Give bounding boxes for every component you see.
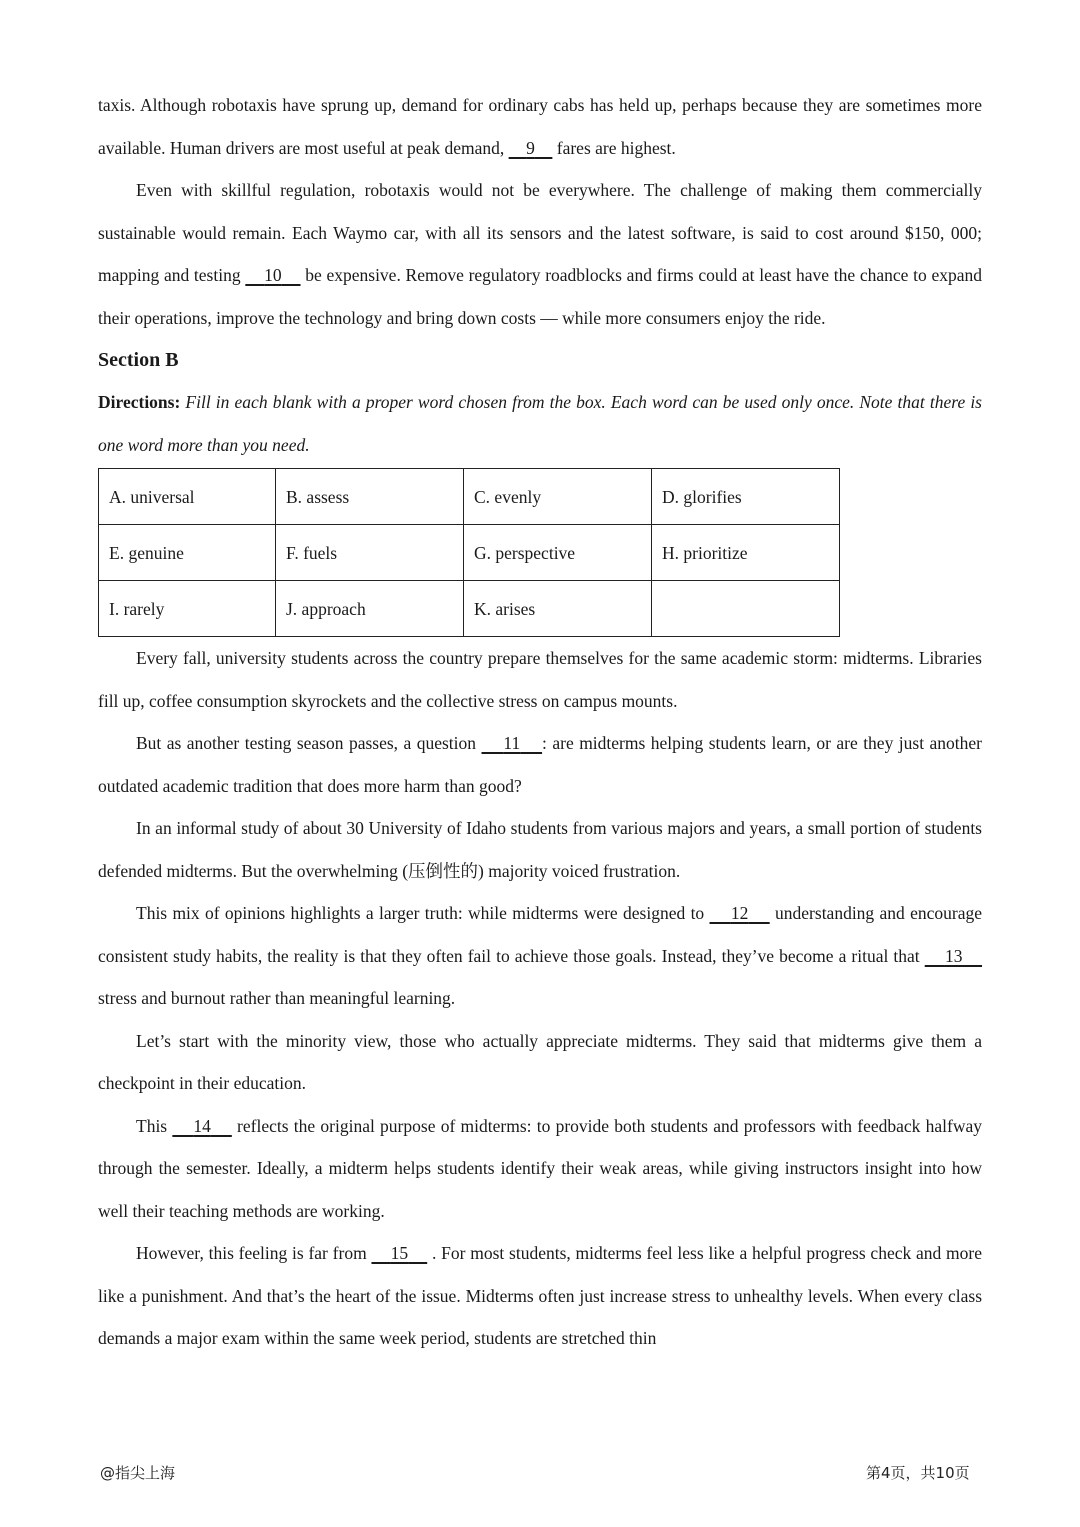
blank-11: 11 bbox=[503, 733, 521, 753]
paragraph-text: reflects the original purpose of midterms: to provide both students and professors with feedback halfway through the semester. Ideally, a midterm helps students identify their weak areas, while giving instructors insight into how well their teaching methods are working. bbox=[98, 1115, 983, 1221]
word-option: G. perspective bbox=[464, 525, 652, 581]
paragraph-text: . For most students, midterms feel less like a helpful progress check and more like a punishment. And that’s the heart of the issue. Midterms often just increase stress to unhealthy levels. When every class demands a major exam within the same week period, students are stretched thin bbox=[98, 1243, 983, 1348]
word-box-row bbox=[99, 581, 840, 637]
word-option: D. glorifies bbox=[652, 469, 840, 525]
paragraph-text: But as another testing season passes, a question bbox=[136, 733, 482, 753]
word-option: K. arises bbox=[464, 581, 652, 637]
paragraph-text: : are midterms helping students learn, or are they just another outdated academic tradition that does more harm than good? bbox=[98, 733, 983, 796]
paragraph-text: However, this feeling is far from bbox=[136, 1243, 372, 1263]
blank-13: 13 bbox=[944, 945, 963, 966]
directions bbox=[98, 381, 982, 466]
word-option: H. prioritize bbox=[652, 525, 840, 581]
word-option: E. genuine bbox=[99, 525, 276, 581]
word-option-empty bbox=[652, 581, 840, 637]
paragraph-text: This mix of opinions highlights a larger truth: while midterms were designed to bbox=[136, 903, 710, 923]
passage-a-paragraph-1 bbox=[98, 84, 982, 169]
paragraph-text: understanding and encourage consistent study habits, the reality is that they often fail to achieve those goals. Instead, they’ve become a ritual that bbox=[98, 903, 983, 966]
footer-source: @指尖上海 bbox=[100, 1464, 176, 1482]
blank-14: 14 bbox=[193, 1115, 211, 1136]
paragraph-text: taxis. Although robotaxis have sprung up, demand for ordinary cabs has held up, perhaps because they are sometimes more available. Human drivers are most useful at peak demand, bbox=[98, 95, 982, 158]
directions-text: Fill in each blank with a proper word chosen from the box. Each word can be used only once. Note that there is one word more than you need. bbox=[98, 392, 982, 455]
passage-b-paragraph-2 bbox=[98, 722, 982, 807]
paragraph-text: This bbox=[136, 1115, 173, 1136]
paragraph-text: Even with skillful regulation, robotaxis would not be everywhere. The challenge of making them commercially sustainable would remain. Each Waymo car, with all its sensors and the latest software, is said to cost around $150, 000; mapping and testing bbox=[98, 180, 982, 285]
passage-b-paragraph-5: Let’s start with the minority view, those who actually appreciate midterms. They said that midterms give them a checkpoint in their education. bbox=[98, 1030, 982, 1093]
passage-b-paragraph-6 bbox=[98, 1105, 982, 1233]
directions-label: Directions: bbox=[98, 392, 181, 412]
passage-b-paragraph-3: In an informal study of about 30 University of Idaho students from various majors and years, a small portion of students defended midterms. But the overwhelming (压倒性的) majority voiced frustration. bbox=[98, 818, 982, 881]
passage-b-paragraph-1: Every fall, university students across the country prepare themselves for the same academic storm: midterms. Libraries fill up, coffee consumption skyrockets and the collective stress on campus mounts. bbox=[98, 648, 982, 711]
blank-10: 10 bbox=[264, 265, 282, 285]
blank-15: 15 bbox=[390, 1243, 409, 1263]
passage-b-paragraph-4 bbox=[98, 892, 982, 1020]
page-content bbox=[98, 84, 982, 1360]
word-option: A. universal bbox=[99, 469, 276, 525]
section-b-heading: Section B bbox=[98, 349, 179, 371]
word-option: F. fuels bbox=[276, 525, 464, 581]
blank-9: 9 bbox=[526, 137, 535, 158]
word-box bbox=[98, 468, 840, 637]
word-option: I. rarely bbox=[99, 581, 276, 637]
word-option: C. evenly bbox=[464, 469, 652, 525]
word-option: J. approach bbox=[276, 581, 464, 637]
passage-b-paragraph-7 bbox=[98, 1232, 982, 1360]
paragraph-text: stress and burnout rather than meaningful learning. bbox=[98, 988, 456, 1008]
paragraph-text: be expensive. Remove regulatory roadblocks and firms could at least have the chance to expand their operations, improve the technology and bring down costs — while more consumers enjoy the ride. bbox=[98, 265, 983, 328]
paragraph-text: fares are highest. bbox=[552, 137, 676, 158]
passage-a-paragraph-2 bbox=[98, 169, 982, 339]
blank-12: 12 bbox=[730, 903, 749, 923]
word-option: B. assess bbox=[276, 469, 464, 525]
word-box-row bbox=[99, 525, 840, 581]
footer-page-number: 第4页，共10页 bbox=[866, 1464, 970, 1482]
word-box-row bbox=[99, 469, 840, 525]
